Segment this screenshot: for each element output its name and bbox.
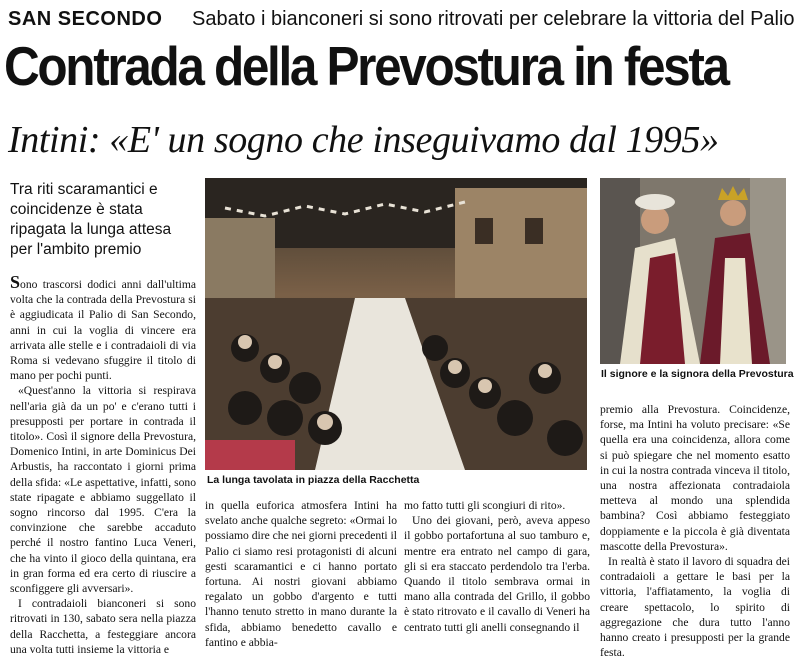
paragraph: I contradaioli bianconeri si sono ritrovati in 130, sabato sera nella piazza della Racchetta, a festeggiare ancora una volta tutti insieme la vittoria e — [10, 597, 196, 656]
paragraph: in quella euforica atmosfera Intini ha svelato anche qualche segreto: «Ormai lo possiamo dire che nei giorni precedenti il Palio ci siamo resi protagonisti di alcuni gesti scaramantici e ci hanno portato fortuna. Ai nostri giovani abbiamo regalato un gobbo d'argento e tutti l'hanno tenuto stretto in mano durante la sfida, abbiamo benedetto cavallo e fantino e abbia- — [205, 499, 397, 649]
paragraph: «Quest'anno la vittoria si respirava nell'aria già da un po' e c'erano tutti i presupposti per portare in contrada il titolo». Così il signore della Prevostura, Domenico Intini, in arte Dominicus Dei Arbustis, ha raccontato i giorni prima della sfida: «Le aspettative, infatti, sono state ripagate e abbiamo suggellato il sogno rincorso dal 1995. C'era la convinzione che sarebbe accaduto perché il nostro fantino Luca Veneri, che ha vinto il gioco della quintana, era in gran forma ed era certo di riuscire a sconfiggere gli avversari». — [10, 384, 196, 596]
paragraph: premio alla Prevostura. Coincidenze, forse, ma Intini ha voluto precisare: «Se quella era una coincidenza, allora come si può spiegare che nel momento esatto in cui la nostra contrada vinceva il titolo, una nostra affezionata contradaiola metteva al mondo una splendida bambina? Così abbiamo festeggiato doppiamente e la piccola è già diventata mascotte della Prevostura». — [600, 403, 790, 553]
headline: Contrada della Prevostura in festa — [4, 35, 728, 97]
photo-caption: La lunga tavolata in piazza della Racchetta — [207, 474, 420, 486]
subheadline: Intini: «E' un sogno che inseguivamo dal 1995» — [8, 119, 719, 161]
paragraph: mo fatto tutti gli scongiuri di rito». — [404, 499, 566, 512]
article-column-4 — [600, 402, 790, 660]
kicker-line: Sabato i bianconeri si sono ritrovati per celebrare la vittoria del Palio — [192, 8, 795, 30]
paragraph — [10, 272, 196, 383]
photo-long-table — [205, 178, 587, 470]
summary-blurb: Tra riti scaramantici e coincidenze è stata ripagata la lunga attesa per l'ambito premio — [10, 181, 172, 258]
photo-caption: Il signore e la signora della Prevostura — [601, 368, 794, 380]
drop-cap: S — [10, 272, 21, 292]
photo-lord-and-lady-illustration — [600, 178, 786, 364]
article-column-1 — [10, 272, 196, 657]
section-label: SAN SECONDO — [8, 8, 163, 30]
article-column-2 — [205, 498, 397, 650]
paragraph: In realtà è stato il lavoro di squadra dei contradaioli a gettare le basi per la vittoria, l'affiatamento, la voglia di creare spettacolo, lo spirito di aggregazione che dura tutto l'anno hanno creato i presupposti per la grande festa. — [600, 555, 790, 660]
paragraph: Uno dei giovani, però, aveva appeso il gobbo portafortuna al suo tamburo e, mentre era entrato nel campo di gara, gli si era staccato perdendolo tra l'erba. Quando il titolo sembrava ormai in mano alla contrada del Grillo, il gobbo è stato ritrovato e il cavallo di Veneri ha centrato tutti gli anelli consegnando il — [404, 514, 590, 634]
photo-lord-and-lady — [600, 178, 786, 364]
article-column-3 — [404, 498, 590, 635]
photo-long-table-illustration — [205, 178, 587, 470]
paragraph-text: ono trascorsi dodici anni dall'ultima volta che la contrada della Prevostura si è aggiudicata il Palio di San Secondo, anni in cui la voglia di vincere era arrivata alle stelle e i contradaioli di via Roma si vedevano sfuggire il titolo di mano per pochi punti. — [10, 278, 196, 383]
